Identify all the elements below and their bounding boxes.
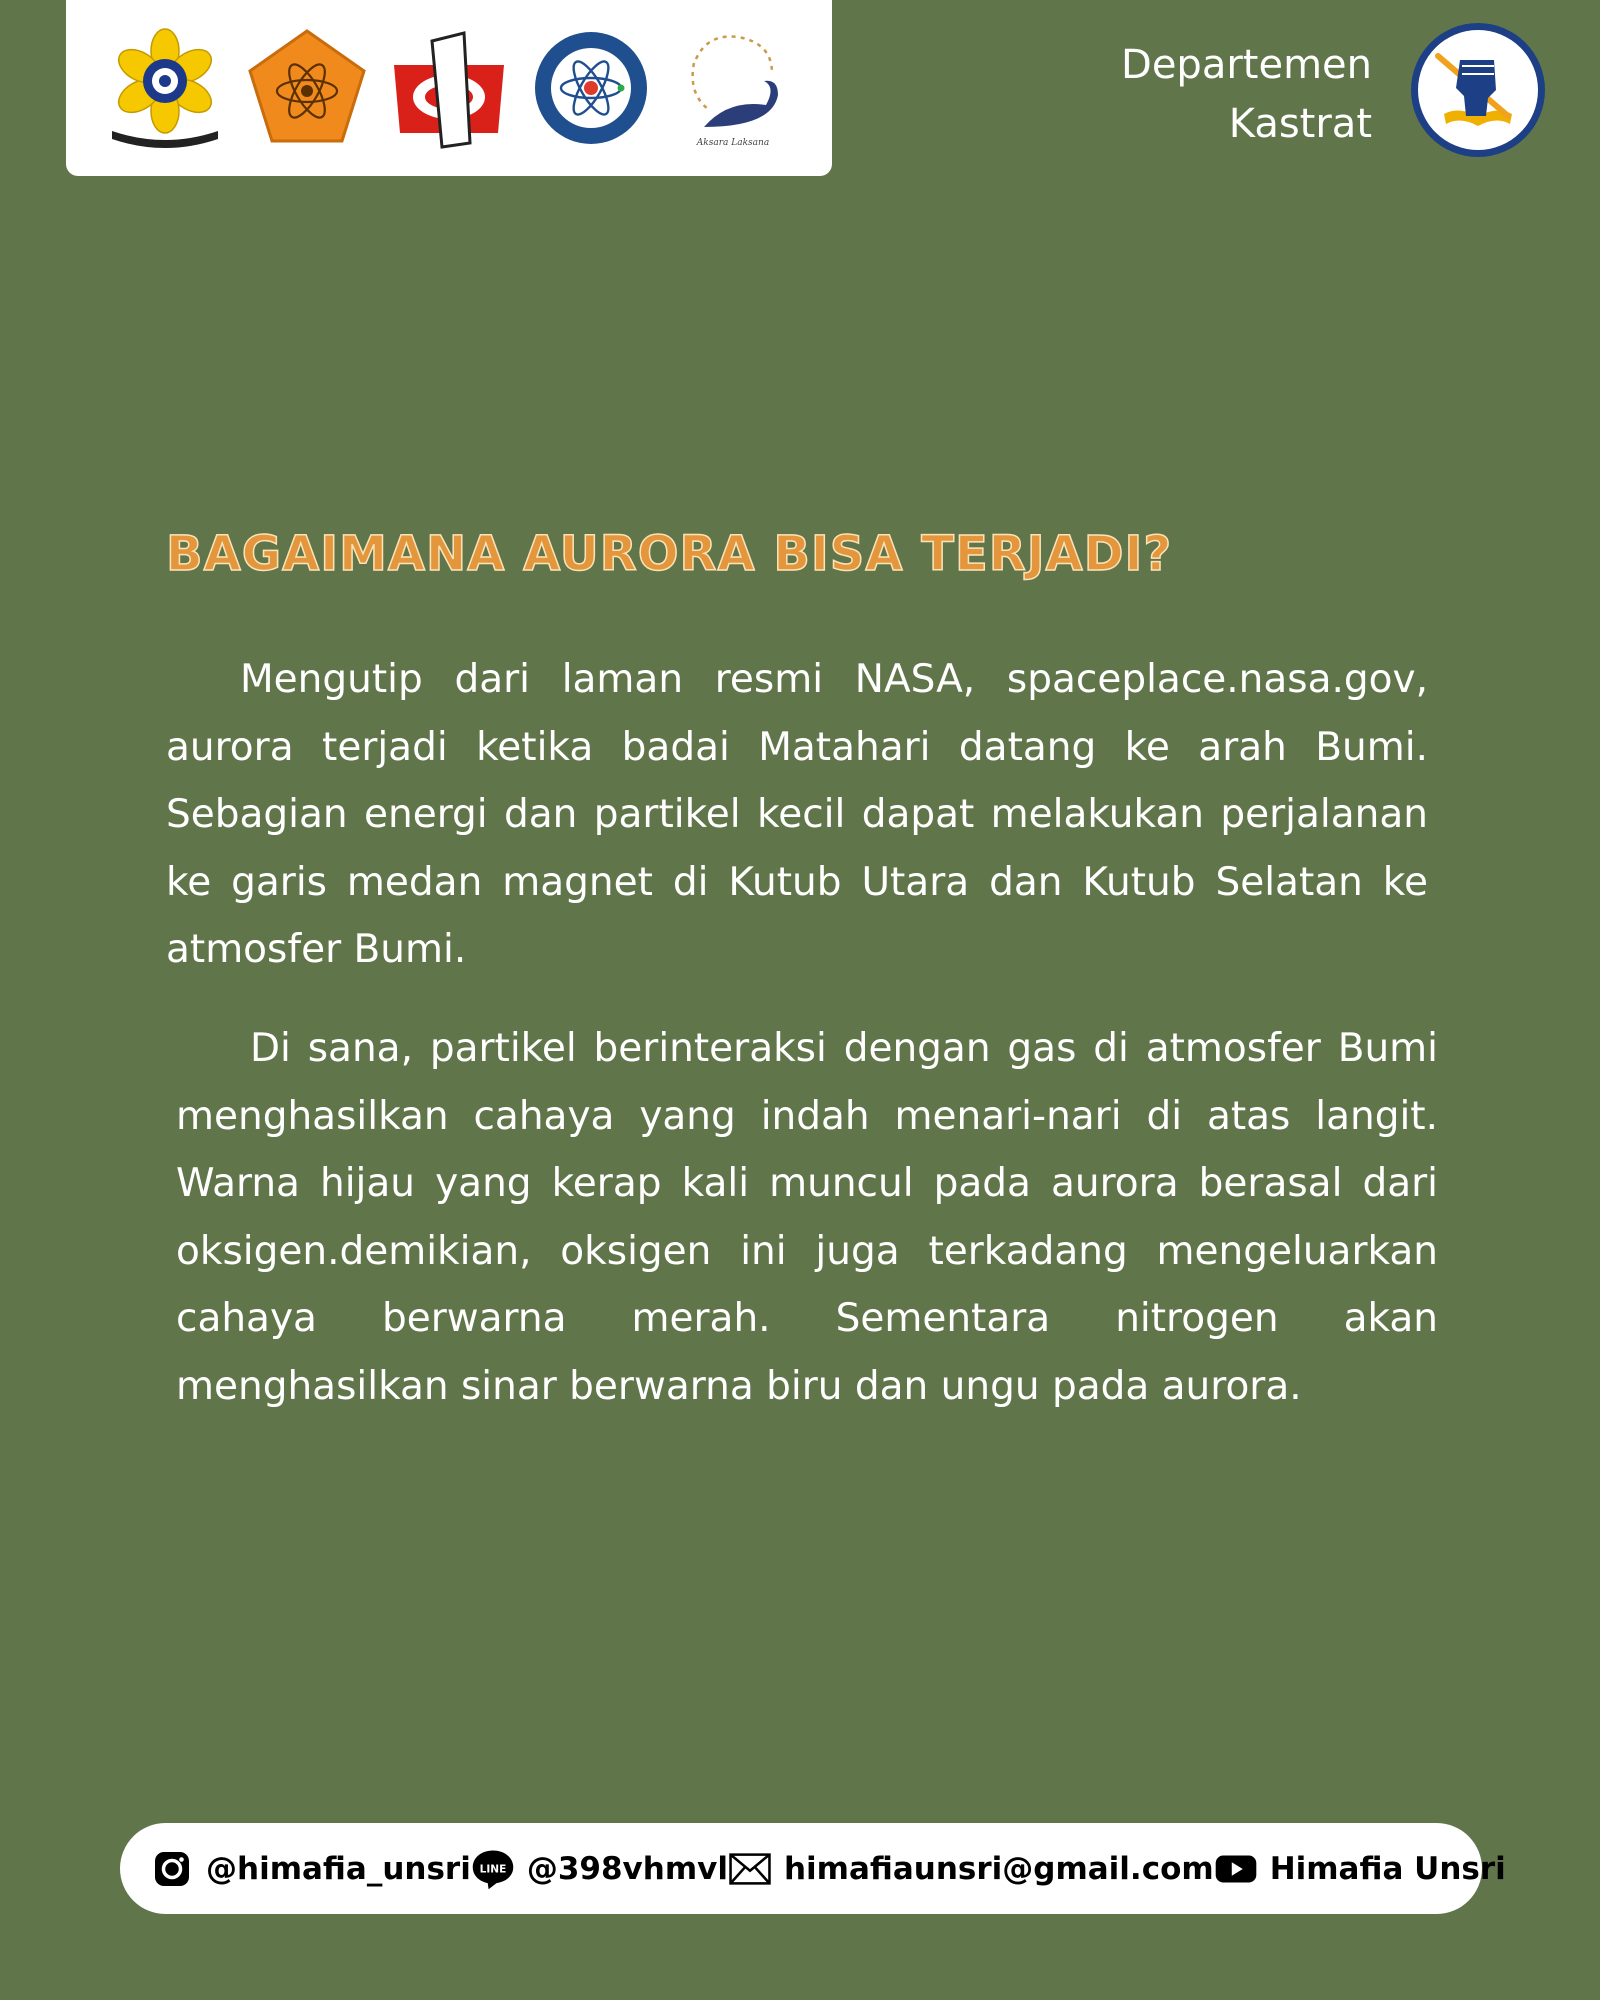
youtube-contact[interactable] xyxy=(1214,1847,1506,1891)
unsri-logo xyxy=(100,23,230,153)
article-title: BAGAIMANA AURORA BISA TERJADI? xyxy=(166,526,1173,582)
mail-icon xyxy=(728,1847,772,1891)
himafia-logo xyxy=(526,23,656,153)
article-paragraph-2: Di sana, partikel berinteraksi dengan gas di atmosfer Bumi menghasilkan cahaya yang indah menari-nari di atas langit. Warna hijau yang kerap kali muncul pada aurora berasal dari oksigen.demikian, oksigen ini juga terkadang mengeluarkan cahaya berwarna merah. Sementara nitrogen akan menghasilkan sinar berwarna biru dan ungu pada aurora. xyxy=(176,1026,1438,1409)
department-line-1: Departemen xyxy=(1121,42,1372,88)
email-address: himafiaunsri@gmail.com xyxy=(783,1850,1214,1887)
svg-text:Aksara Laksana: Aksara Laksana xyxy=(696,138,770,148)
partner-logos-bar xyxy=(66,0,832,176)
fist-pen-icon xyxy=(1408,20,1548,160)
youtube-icon xyxy=(1214,1847,1258,1891)
department-label xyxy=(1121,36,1372,154)
instagram-icon xyxy=(150,1847,194,1891)
youtube-channel: Himafia Unsri xyxy=(1269,1850,1506,1887)
email-contact[interactable] xyxy=(728,1847,1214,1891)
svg-text:LINE: LINE xyxy=(479,1863,507,1876)
line-handle: @398vhmvl xyxy=(526,1850,728,1887)
instagram-contact[interactable] xyxy=(150,1847,471,1891)
line-contact[interactable] xyxy=(471,1847,728,1891)
instagram-handle: @himafia_unsri xyxy=(206,1850,471,1887)
department-line-2: Kastrat xyxy=(1228,101,1372,147)
article-paragraph-1: Mengutip dari laman resmi NASA, spaceplace.nasa.gov, aurora terjadi ketika badai Matahari datang ke arah Bumi. Sebagian energi dan partikel kecil dapat melakukan perjalanan ke garis medan magnet di Kutub Utara dan Kutub Selatan ke atmosfer Bumi. xyxy=(166,657,1428,972)
faculty-logo xyxy=(384,23,514,153)
line-icon xyxy=(471,1847,515,1891)
aksara-laksana-logo xyxy=(668,23,798,153)
social-contact-bar xyxy=(120,1823,1506,1914)
keluarga-mahasiswa-logo xyxy=(242,23,372,153)
